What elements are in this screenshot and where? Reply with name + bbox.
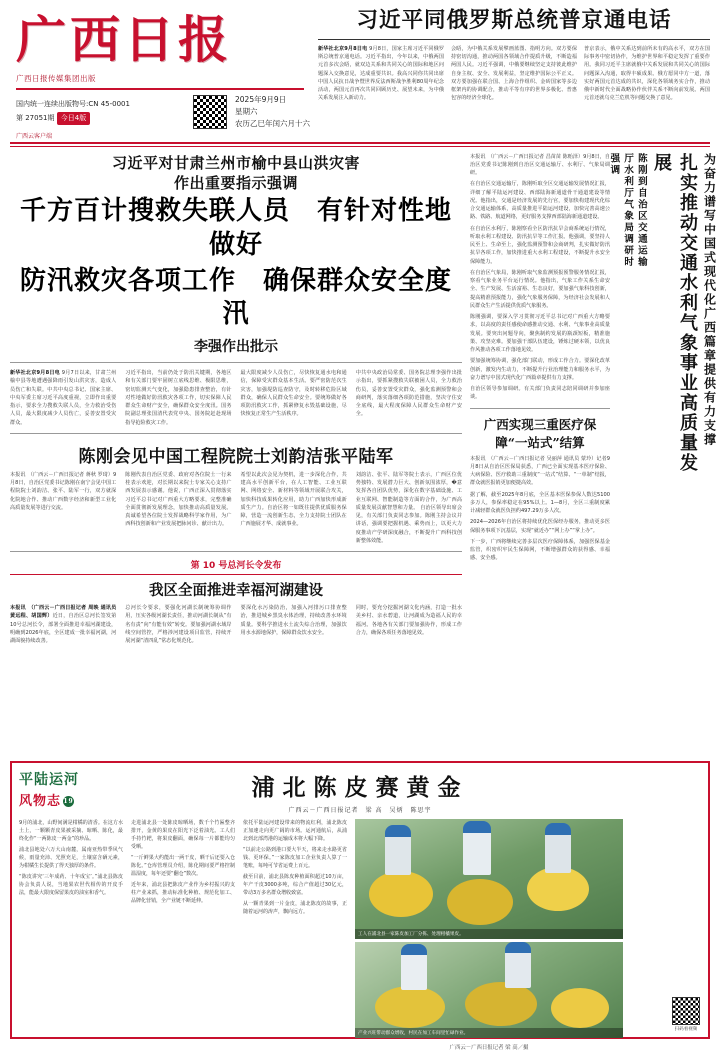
paragraph-text: 在自治区气象局，陈刚听取气象监测预报预警服务情况汇报，察看气象业务平台运行情况。他指出，气象工作关系生命安全、生产发展、生活富裕、生态良好，要加强气象科技创新，提高精准预报能力，强化气象服务保障，为经济社会发展和人民群众生产生活提供优质气象服务。: [470, 269, 610, 309]
lead-column: [584, 45, 710, 103]
paragraph-text: 走进浦北县一处陈皮晾晒场，数千个竹匾整齐排开，金黄的果皮在阳光下泛着油光。工人们手持竹耙，将果皮翻面，确保每一片都能均匀受晒。: [131, 819, 235, 850]
divider: [10, 362, 462, 363]
paragraph-text: 同时，要充分挖掘河湖文化内涵，打造一批水美乡村、亲水碧道，让河湖成为造福人民的幸福河。各地各有关部门要加强协作，形成工作合力，确保各项任务落地见效。: [355, 605, 462, 636]
pages-badge: 今日4版: [57, 112, 90, 125]
feature-qr-block: [672, 997, 700, 1032]
photo-caption: 工人在浦北县一家陈皮加工厂分拣、处理柑橘果皮。: [355, 929, 623, 939]
vertical-headline-wrap: [608, 152, 717, 483]
story-chen-columns: [10, 471, 462, 545]
issue-number: 第 27051期: [16, 114, 55, 122]
byline: 本报讯 （广西云－广西日报记者 蒋秋 罗琦）9月8日，自治区党委书记陈刚在南宁会见中国工程院院士刘韵洁、张平、陆军一行，双方就深化院地合作、推动广西数字经济和新型工业化高质量发展等进行交流。: [10, 471, 117, 511]
story-transport-subtitle: 为奋力谱写中国式现代化广西篇章提供有力支撑: [702, 152, 717, 447]
story-top-subtitle: 李强作出批示: [194, 339, 278, 356]
story-river-title[interactable]: 我区全面推进幸福河湖建设: [149, 582, 323, 600]
byline: 本报讯 （广西云－广西日报记者 周映 通讯员黄远程、胡国辉）: [10, 605, 117, 620]
article-column: [356, 471, 462, 545]
article-column: [10, 604, 116, 645]
paragraph-text: 陈刚强调，要深入学习贯彻习近平总书记对广西重大方略要求，以高度的责任感使命感推动交通、水利、气象事业高质量发展。要突出问题导向，聚焦制约发展的瓶颈短板，精准施策、攻坚克难。要加强干部队伍建设，锤炼过硬本领，以优良作风推动各项工作落地见效。: [470, 314, 610, 353]
feature-logo-line1: 平陆运河: [19, 771, 79, 788]
article-column: [241, 369, 347, 427]
paragraph-text: 从一颗青果到一片金皮，浦北陈皮的故事，正随着运河的涛声，飘向远方。: [243, 900, 347, 915]
photo-credit: 广西云－广西日报记者 梁 高／摄: [449, 1044, 529, 1051]
story-transport-title[interactable]: 扎实推动交通水利气象事业高质量发展: [650, 152, 699, 473]
article-column: [241, 471, 347, 545]
qr-code-icon[interactable]: [193, 95, 227, 129]
article-column: [125, 471, 231, 545]
masthead-right: [310, 8, 710, 103]
feature-header: [19, 769, 701, 814]
story-top-columns: [10, 369, 462, 427]
feature-photo-top: [355, 819, 623, 939]
paragraph-text: “一斤鲜果大约能出一两干皮，晒干后还要入仓陈化。”仓库管理员介绍，陈化期间要严格控制温湿度，每年还要“翻仓”数次。: [131, 854, 235, 877]
feature-byline: 广西云－广西日报记者 梁 高 吴炳 陈思宇: [288, 806, 432, 814]
paragraph-text: 在自治区水利厅，陈刚察看全区防汛抗旱会商系统运行情况，听取水利工程建设、防汛抗旱等工作汇报。他强调，要坚持人民至上、生命至上，强化监测预警和会商研判，扎实做好防汛抗旱各项工作，加快推进重大水利工程建设，不断提升水安全保障能力。: [470, 225, 610, 265]
masthead-date-block: [235, 94, 310, 130]
paragraph-text: “以前走公路到港口要大半天，将来走水路更省钱、更环保。”一家陈皮加工企业负责人算了一笔账，每吨可节省运费上百元。: [243, 846, 347, 869]
divider: [10, 433, 462, 434]
paragraph-text: “陈皮讲究‘三年成药、十年成宝’。”浦北县陈皮协会负责人说，当地果农世代相传的开皮手法，能最大限度保留果皮的油室和香气。: [19, 873, 123, 896]
feature-logo-text: 风物志: [19, 793, 62, 809]
article-column: [356, 604, 462, 645]
story-top-title-line2[interactable]: 防汛救灾各项工作 确保群众安全度汛: [19, 265, 452, 330]
article-column: [125, 604, 231, 645]
story-medical-text: [470, 455, 610, 563]
qr-code-icon[interactable]: [672, 997, 700, 1025]
feature-column: [19, 819, 123, 1051]
paragraph-text: 希望以此次会见为契机，进一步深化合作，共建高水平创新平台，在人工智能、工业互联网、网络安全、新材料等领域开展联合攻关，加快科技成果转化应用，助力广西加快形成新质生产力。自治区将一如既往提供优质服务保障，营造一流创新生态，全力支持院士团队在广西施展才华、成就事业。: [240, 471, 347, 528]
paragraph-text: 浦北县地处六万大山南麓，属南亚热带季风气候，雨量充沛、光照充足，土壤富含硒元素，为柑橘生长提供了得天独厚的条件。: [19, 846, 123, 869]
paragraph-text: 要加强统筹协调，强化部门联动，形成工作合力。要深化改革创新，激发内生动力，不断提升行业治理能力和服务水平，为奋力谱写中国式现代化广西篇章提供有力支撑。: [470, 358, 610, 381]
paragraph-text: 习近平指出，当前仍处于防汛关键期，各地区和有关部门要牢固树立底线思维、极限思维，密切监测天气变化，加强隐患排查整治，有针对性地做好防汛救灾各项工作，切实保障人民群众生命财产安全，确保群众安全度汛。国务院副总理张国清代表党中央、国务院赶赴现场指导抢险救灾工作。: [125, 370, 232, 426]
feature-body: [19, 819, 701, 1051]
divider: [470, 408, 610, 409]
header-rule-thick: [10, 142, 710, 144]
transport-text-column: [470, 153, 610, 753]
masthead-left: [10, 8, 310, 141]
story-chen: [10, 442, 462, 545]
lunar-date: 农历乙巳年闰六月十六: [235, 118, 310, 128]
main-column: [10, 153, 462, 753]
feature-logo: [19, 769, 131, 809]
paragraph-text: 近日，自治区总河长签发第10号总河长令，部署全面推进幸福河湖建设，明确到2026年底，全区建成一批幸福河湖，河湖面貌持续改善。: [10, 613, 117, 645]
paragraph-text: 刘韵洁、张平、陆军等院士表示，广西区位优势独特、发展潜力巨大、创新氛围浓厚，�意发挥各自团队优势，深化在数字基础设施、工业互联网、智能制造等方面的合作，为广西高质量发展贡献智慧和力量。: [355, 471, 462, 511]
paragraph-text: 要深化水污染防治，加强入河排污口排查整治，推进城乡黑臭水体治理，持续改善水环境质量。要科学推进水土流失综合治理，加强饮用水水源地保护，保障群众饮水安全。: [240, 605, 347, 636]
registration-line: 国内统一连续出版物号:CN 45-0001: [16, 99, 130, 108]
newspaper-title: 广西日报: [16, 10, 232, 69]
lead-columns: [318, 45, 710, 103]
paragraph-text: 2024—2026年自治区将持续优化医保经办服务，推动更多医保服务事项下沉基层，实现“就近办”“网上办”“掌上办”。: [470, 519, 610, 534]
feature-title[interactable]: 浦北陈皮赛黄金: [251, 773, 469, 801]
paragraph-text: 9月7日以来，甘肃兰州榆中县等地遭遇强降雨引发山洪灾害，造成人员伤亡和失联。中共中央总书记、国家主席、中央军委主席习近平高度重视，立即作出重要指示，要求全力搜救失联人员，全力救治受伤人员，最大限度减少人员伤亡，妥善安置受灾群众。: [10, 370, 117, 426]
paragraph-text: 9月的浦北，山野间满是柑橘的清香。在这方水土上，一颗颗青皮果被采摘、晾晒、陈化，最终化作“一两陈皮一两金”的珍品。: [19, 819, 123, 842]
paragraph-text: 依托平陆运河建设带来的物流红利，浦北陈皮正加速走向更广阔的市场。运河通航后，从浦北到北部湾港的运输成本将大幅下降。: [243, 819, 347, 842]
story-river: [10, 558, 462, 645]
paragraph-text: 记者9月8日从自治区医保局获悉，广西已全面实现基本医疗保险、大病保险、医疗救助三重制度“一站式”结算、“一单制”结报，群众就医报销更加便捷高效。: [470, 455, 610, 487]
story-top-kicker-line2: 作出重要指示强调: [173, 173, 298, 192]
article-column: [356, 369, 462, 427]
story-chen-title[interactable]: 陈刚会见中国工程院院士刘韵洁张平陆军: [78, 446, 394, 467]
transport-headline-column: [608, 152, 717, 753]
story-medical-title[interactable]: 广西实现三重医疗保障“一站式”结算: [483, 416, 597, 450]
weekday: 星期六: [235, 106, 258, 116]
story-top-kicker-line1: 习近平对甘肃兰州市榆中县山洪灾害: [111, 153, 360, 172]
paragraph-text: 近年来，浦北县把陈皮产业作为乡村振兴的支柱产业来抓，推动标准化种植、规范化加工、品牌化营销，全产业链不断延伸。: [131, 881, 235, 904]
paragraph-text: 在自治区交通运输厅，陈刚听取全区交通运输发展情况汇报，详细了解平陆运河建设、西部陆海新通道骨干通道建设等情况。他指出，交通是经济发展的先行官，要加快构建现代化综合交通运输体系，高质量推进平陆运河建设，加快完善高速公路、铁路、航道网络，更好服务支撑西部陆海新通道建设。: [470, 181, 610, 221]
feature-photo-bottom: [355, 942, 623, 1038]
article-column: [10, 369, 116, 427]
lead-column: [318, 45, 444, 103]
lead-headline[interactable]: 习近平同俄罗斯总统普京通电话: [318, 8, 710, 40]
paragraph-text: 截至目前，浦北县陈皮种植面积超过10万亩，年产干皮3000多吨，综合产值超过30亿元，带动3万多名群众增收致富。: [243, 873, 347, 896]
byline: 本报讯 （广西云－广西日报记者 吴丽萍 通讯员 蒙玲）: [470, 455, 597, 462]
feature-episode-number: 19: [63, 797, 74, 805]
feature-section: [10, 761, 710, 1051]
masthead-divider: [16, 88, 304, 90]
photo-caption: 产业兴旺带动群众增收，村民在加工车间里忙碌作业。: [355, 1028, 623, 1038]
paragraph-text: 陈刚代表自治区党委、政府对各位院士一行来桂表示欢迎，对长期以来院士专家关心支持广西发展表示感谢。他说，广西正深入贯彻落实习近平总书记对广西重大方略要求，完整准确全面贯彻新发展理念，加快推动高质量发展。真诚希望各位院士发挥战略科学家作用，为广西科技创新和产业发展把脉问诊、献计出力。: [125, 471, 232, 528]
qr-caption: 广西云客户端: [16, 132, 53, 140]
paragraph-text: 据了解，截至2025年8月底，全区基本医保参保人数达5100多万人，参保率稳定在95%以上。1—8月，全区三重制度累计减轻群众就医负担约497.29万多人次。: [470, 491, 610, 514]
story-transport-eyebrow: 陈刚到自治区交通运输厅水利厅气象局调研时强调: [608, 152, 647, 268]
paragraph-text: 总河长令要求，要强化河湖长制统筹协调作用，压实各级河湖长责任，推动河湖长制从“有名有责”向“有能有效”转变。要加强河湖水域岸线空间管控，严格涉河建设项目监管，持续开展河湖“清四乱”常态化规范化。: [125, 605, 232, 645]
feature-column: [243, 819, 347, 1051]
article-column: [241, 604, 347, 645]
article-column: [10, 471, 116, 545]
paragraph-text: 中共中央政治局常委、国务院总理李强作出批示指出，要抓紧搜救失联被困人员，全力救治伤员，妥善安置受灾群众，强化监测预警和会商研判，落实落细各项防范措施，坚决守住安全底线，最大程度保障人民群众生命财产安全。: [355, 370, 462, 418]
paragraph-text: 9月8日，国家主席习近平同俄罗斯总统普京通电话。习近平指出，今年以来，中俄两国元首多次会晤，就双边关系和共同关心的国际和地区问题深入交换意见，达成重要共识。我高兴同你共同出席中国人民抗日战争暨世界反法西斯战争胜利80周年纪念活动，两国元首再次共同回顾历史、展望未来，为中俄关系发展注入新动力。: [318, 45, 444, 102]
story-medical: [470, 415, 610, 563]
feature-photos: [355, 819, 623, 1051]
header-rule-thin: [10, 146, 710, 147]
paragraph-text: 会晤，为中俄关系发展擘画蓝图、指明方向。双方要保持密切沟通，推动两国各领域合作提质升级，不断造福两国人民。习近平强调，中俄要继续坚定支持彼此维护自身主权、安全、发展利益，坚定维护国际公平正义。双方要加强在联合国、上海合作组织、金砖国家等多边框架内的协调配合，推动平等有序的世界多极化、普惠包容的经济全球化。: [451, 45, 577, 102]
paragraph-text: 自治区领导参加调研。有关部门负责同志陪同调研并参加座谈。: [470, 386, 610, 401]
story-top-title-line1[interactable]: 千方百计搜救失联人员 有针对性地做好: [19, 196, 452, 260]
byline: 本报讯 （广西云－广西日报记者 昌苗苗 陈贻泽）9月8日，自治区党委书记陈刚到自治区交通运输厅、水利厅、气象局调研。: [470, 153, 610, 176]
dateline: 新华社北京9月8日电: [10, 370, 60, 377]
body-columns: [10, 152, 717, 753]
paragraph-text: 自治区领导出席会见，有关部门负责同志参加。陈刚主持会议并讲话，强调要把握机遇、乘势而上，以更大力度推动产学研深度融合，不断提升广西科技创新整体效能。: [355, 504, 462, 544]
paragraph-text: 下一步，广西将继续完善多层次医疗保障体系，加强医保基金监管，织密织牢民生保障网，不断增强群众的获得感、幸福感、安全感。: [470, 538, 610, 562]
story-river-columns: [10, 604, 462, 645]
publisher-line: 广西日报传媒集团出版: [16, 73, 96, 83]
masthead-info: [10, 94, 310, 130]
paragraph-text: 最大限度减少人员伤亡，尽快恢复通水电和通信，保障受灾群众基本生活。要严密防范次生灾害，加强堤防巡查防守，及时转移危险区域群众，确保人民群众生命安全。要统筹做好各项防汛救灾工作，抓紧修复水毁基础设施，尽快恢复正常生产生活秩序。: [240, 370, 347, 418]
story-river-badge: 第 10 号总河长令发布: [10, 558, 462, 575]
lead-column: [451, 45, 577, 103]
masthead: [10, 8, 710, 140]
divider: [10, 551, 462, 552]
qr-label: 扫码看视频: [674, 1026, 698, 1032]
story-transport-text: [470, 153, 610, 402]
dateline: 新华社北京9月8日电: [318, 45, 368, 52]
publish-date: 2025年9月9日: [235, 94, 287, 104]
feature-column: [131, 819, 235, 1051]
feature-logo-line2: [19, 790, 131, 809]
story-top: [10, 153, 462, 427]
paragraph-text: 普京表示，俄中关系达到前所未有的高水平，双方在国际事务中密切协作，为维护世界和平稳定发挥了重要作用。我同习近平主席就俄中关系发展和共同关心的国际问题深入沟通，取得丰硕成果。俄方愿同中方一道，落实好两国元首达成的共识，深化各领域务实合作，推动俄中新时代全面战略协作伙伴关系不断向前发展。两国元首还就乌克兰危机等问题交换了意见。: [584, 45, 710, 102]
article-column: [125, 369, 231, 427]
